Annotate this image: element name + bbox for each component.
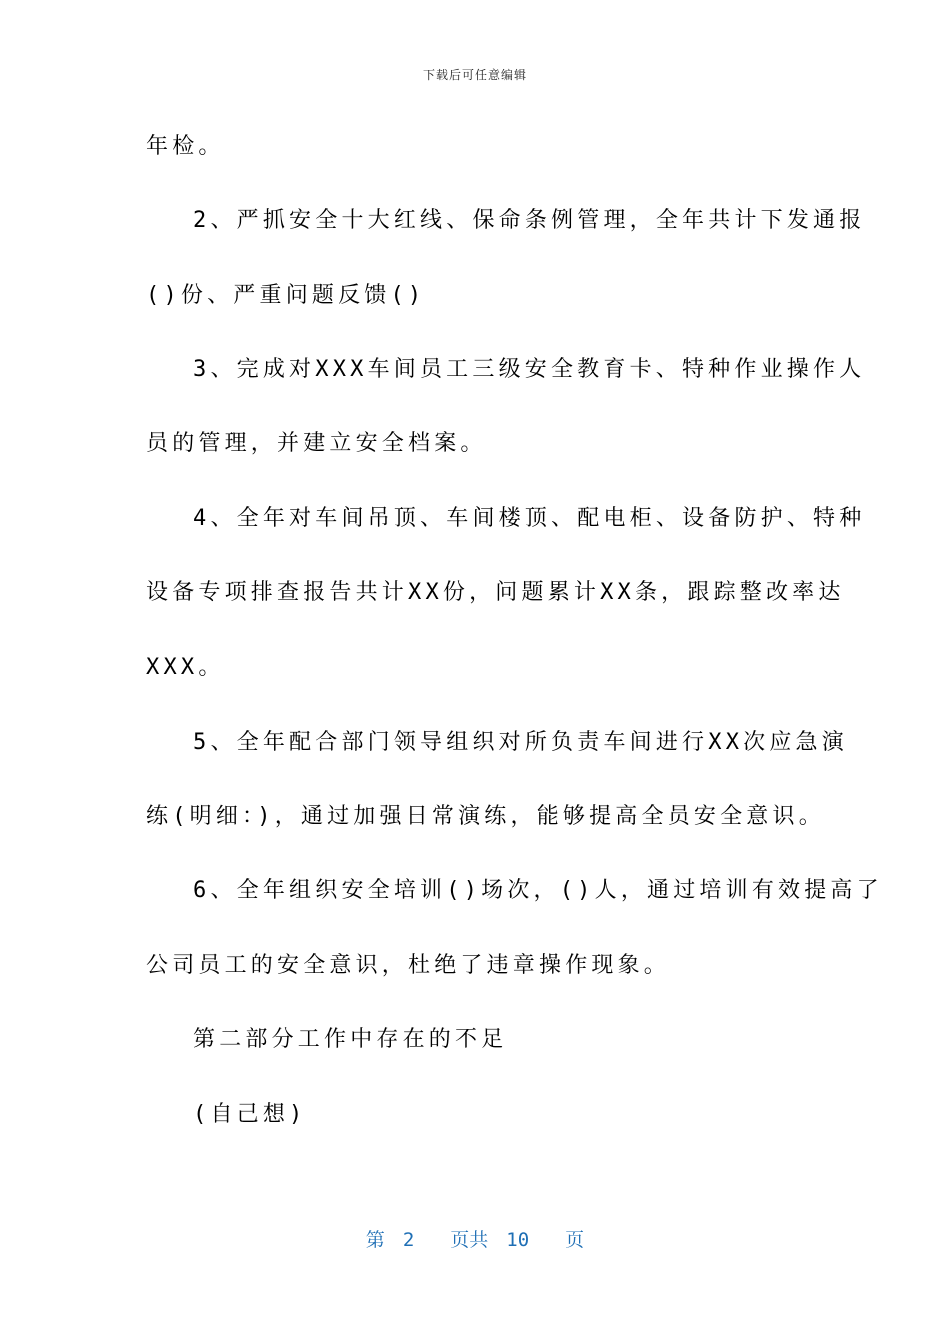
section-note: (自己想) [193,1102,307,1127]
body-line-1: 年检。 [146,134,225,159]
footer-page-prefix: 第 [365,1229,385,1251]
footer-page-suffix: 页 [565,1229,585,1251]
section-heading: 第二部分工作中存在的不足 [193,1027,508,1052]
body-line-5: 员的管理，并建立安全档案。 [146,431,487,456]
body-line-2: 2、严抓安全十大红线、保命条例管理，全年共计下发通报 [193,208,866,233]
body-line-7: 设备专项排查报告共计XX份，问题累计XX条，跟踪整改率达 [146,580,845,605]
body-line-8: XXX。 [146,655,225,680]
footer-page-middle: 页共 [450,1229,489,1251]
body-line-6: 4、全年对车间吊顶、车间楼顶、配电柜、设备防护、特种 [193,506,866,531]
body-line-12: 公司员工的安全意识，杜绝了违章操作现象。 [146,953,671,978]
body-line-4: 3、完成对XXX车间员工三级安全教育卡、特种作业操作人 [193,357,866,382]
body-line-3: ()份、严重问题反馈() [146,283,426,308]
footer-page-number: 2 [402,1229,415,1251]
body-line-9: 5、全年配合部门领导组织对所负责车间进行XX次应急演 [193,730,848,755]
page-footer [0,1225,950,1252]
footer-page-total: 10 [506,1229,530,1251]
body-line-10: 练(明细：)，通过加强日常演练，能够提高全员安全意识。 [146,804,825,829]
body-line-11: 6、全年组织安全培训()场次，()人，通过培训有效提高了 [193,878,883,903]
header-note: 下载后可任意编辑 [422,68,527,82]
